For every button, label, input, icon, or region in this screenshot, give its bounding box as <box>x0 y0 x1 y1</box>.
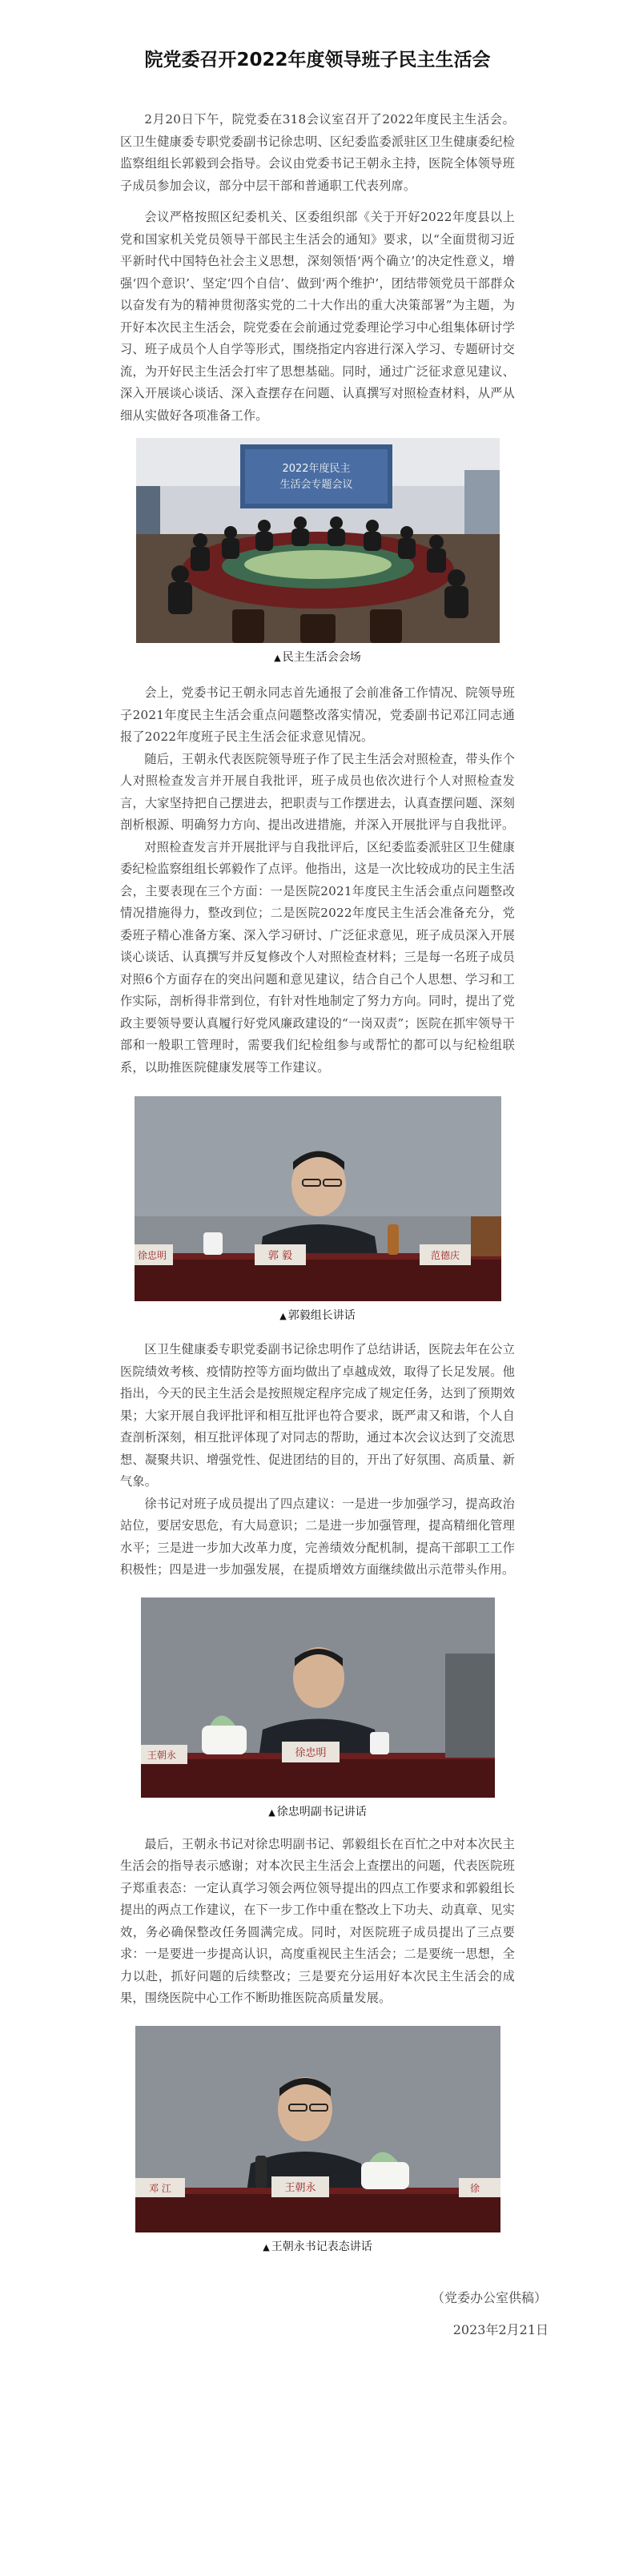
banner-text-2: 生活会专题会议 <box>279 479 353 491</box>
article-body <box>0 109 635 2256</box>
article-title: 院党委召开2022年度领导班子民主生活会 <box>144 50 491 70</box>
paragraph: 对照检查发言并开展批评与自我批评后，区纪委监委派驻区卫生健康委纪检监察组组长郭毅作了点评。他指出，这是一次比较成功的民主生活会，主要表现在三个方面：一是医院2021年度民主生活会重点问题整改情况措施得力，整改到位；二是医院2022年度民主生活会准备充分，党委班子精心准备方案、深入学习研讨、广泛征求意见，班子成员深入开展谈心谈话、认真撰写并反复修改个人对照检查材料；三是每一名班子成员对照6个方面存在的突出问题和意见建议，结合自己个人思想、学习和工作实际，剖析得非常到位，有针对性地制定了努力方向。同时，提出了党政主要领导要认真履行好党风廉政建设的“一岗双责”；医院在抓牢领导干部和一般职工管理时，需要我们纪检组参与或帮忙的都可以与纪检组联系，以助推医院健康发展等工作建议。 <box>120 839 515 1075</box>
caption-text: 民主生活会会场 <box>282 651 361 664</box>
guo-photo <box>135 1096 501 1301</box>
caption-text: 徐忠明副书记讲话 <box>276 1805 367 1818</box>
caption-marker: ▲ <box>263 2241 270 2252</box>
nameplate-xu-right: 徐 <box>469 2182 480 2194</box>
figure-wang <box>120 2026 515 2256</box>
wang-photo <box>135 2026 500 2232</box>
nameplate-xu-center: 徐忠明 <box>294 1746 327 1759</box>
nameplate-guo: 郭 毅 <box>267 1250 292 1262</box>
xu-photo <box>141 1597 495 1798</box>
xu-photo-image <box>141 1597 495 1798</box>
caption-meeting <box>120 649 515 666</box>
meeting-photo-image <box>136 438 500 643</box>
figure-guo <box>120 1096 515 1324</box>
nameplate-wang-left: 王朝永 <box>147 1749 176 1761</box>
guo-photo-image <box>135 1096 501 1301</box>
nameplate-xu: 徐忠明 <box>137 1250 167 1261</box>
caption-text: 郭毅组长讲话 <box>287 1309 356 1322</box>
figure-xu <box>120 1597 515 1821</box>
wang-photo-image <box>135 2026 500 2232</box>
paragraph: 会议严格按照区纪委机关、区委组织部《关于开好2022年度县以上党和国家机关党员领导干部民主生活会的通知》要求，以“全面贯彻习近平新时代中国特色社会主义思想，深刻领悟‘两个确立’的决定性意义，增强‘四个意识’、坚定‘四个自信’、做到‘两个维护’，团结带领党员干部群众以奋发有为的精神贯彻落实党的二十大作出的重大决策部署”为主题，为开好本次民主生活会，院党委在会前通过党委理论学习中心组集体研讨学习、班子成员个人自学等形式，围绕指定内容进行深入学习、专题研讨交流，为开好民主生活会打牢了思想基础。同时，通过广泛征求意见建议、深入开展谈心谈话、深入查摆存在问题、认真撰写对照检查材料，从严从细从实做好各项准备工作。 <box>120 210 515 423</box>
article-source: （党委办公室供稿） <box>431 2289 547 2305</box>
caption-text: 王朝永书记表态讲话 <box>271 2240 372 2253</box>
article-date: 2023年2月21日 <box>452 2321 549 2337</box>
paragraph: 最后，王朝永书记对徐忠明副书记、郭毅组长在百忙之中对本次民主生活会的指导表示感谢；对本次民主生活会上查摆出的问题，代表医院班子郑重表态：一定认真学习领会两位领导提出的四点工作要求和郭毅组长提出的两点工作建议，在下一步工作中重在整改上下功夫、动真章、见实效，务必确保整改任务圆满完成。同时，对医院班子成员提出了三点要求：一是要进一步提高认识，高度重视民主生活会；二是要统一思想，全力以赴，抓好问题的后续整改；三是要充分运用好本次民主生活会的成果，围绕医院中心工作不断助推医院高质量发展。 <box>120 1836 515 2005</box>
paragraph: 徐书记对班子成员提出了四点建议：一是进一步加强学习，提高政治站位，要居安思危，有大局意识；二是进一步加强管理，提高精细化管理水平；三是进一步加大改革力度，完善绩效分配机制，提高干部职工工作积极性；四是进一步加强发展，在提质增效方面继续做出示范带头作用。 <box>120 1496 515 1577</box>
caption-xu <box>120 1804 515 1821</box>
paragraph: 区卫生健康委专职党委副书记徐忠明作了总结讲话，医院去年在公立医院绩效考核、疫情防控等方面均做出了卓越成效，取得了长足发展。他指出，今天的民主生活会是按照规定程序完成了规定任务，达到了预期效果；大家开展自我评批评和相互批评也符合要求，既严肃又和谐，个人自查剖析深刻，相互批评体现了对同志的帮助，通过本次会议达到了交流思想、凝聚共识、增强党性、促进团结的目的，开出了好氛围、高质量、新气象。 <box>120 1342 515 1489</box>
nameplate-deng: 邓 江 <box>148 2182 171 2194</box>
figure-meeting <box>120 438 515 666</box>
nameplate-wang: 王朝永 <box>283 2181 316 2194</box>
paragraph: 2月20日下午，院党委在318会议室召开了2022年度民主生活会。区卫生健康委专职党委副书记徐忠明、区纪委监委派驻区卫生健康委纪检监察组组长郭毅到会指导。会议由党委书记王朝永主持，医院全体领导班子成员参加会议，部分中层干部和普通职工代表列席。 <box>120 112 515 193</box>
banner-text-1: 2022年度民主 <box>281 463 351 475</box>
caption-wang <box>120 2239 515 2256</box>
caption-marker: ▲ <box>279 1311 287 1321</box>
caption-marker: ▲ <box>274 653 281 663</box>
nameplate-fan: 范德庆 <box>430 1250 460 1261</box>
caption-marker: ▲ <box>268 1806 275 1818</box>
meeting-photo <box>136 438 500 643</box>
paragraph: 随后，王朝永代表医院领导班子作了民主生活会对照检查，带头作个人对照检查发言并开展自我批评，班子成员也依次进行个人对照检查发言，大家坚持把自己摆进去，把职责与工作摆进去，认真查摆问题、深刻剖析根源、明确努力方向、提出改进措施，并深入开展批评与自我批评。 <box>120 751 515 832</box>
caption-guo <box>120 1308 515 1324</box>
paragraph: 会上，党委书记王朝永同志首先通报了会前准备工作情况、院领导班子2021年度民主生活会重点问题整改落实情况，党委副书记邓江同志通报了2022年度班子民主生活会征求意见情况。 <box>120 685 515 744</box>
